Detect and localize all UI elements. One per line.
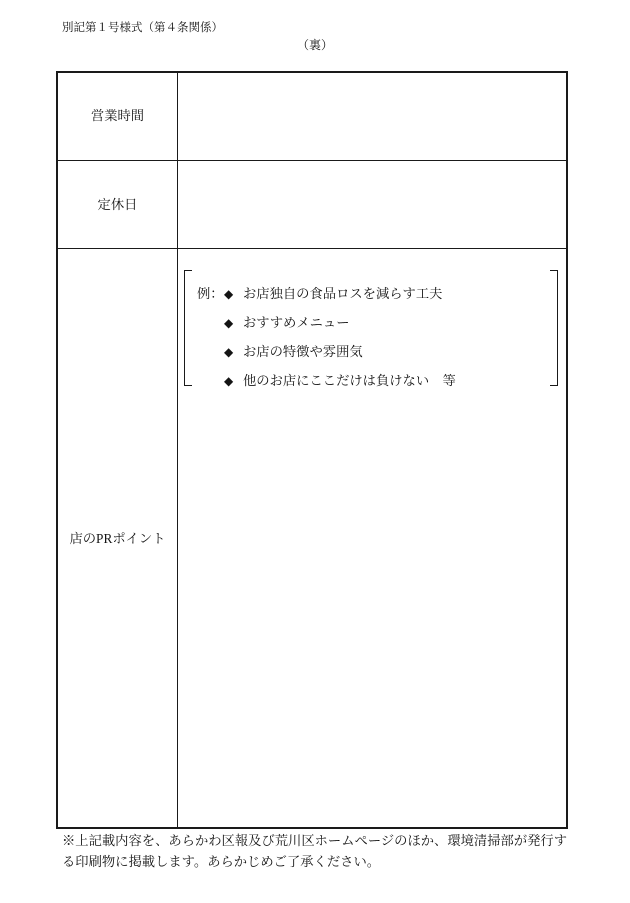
diamond-bullet-icon: ◆	[224, 344, 234, 359]
regular-holiday-label: 定休日	[97, 196, 138, 212]
example-list-item	[197, 279, 456, 308]
page-side-label: （裏）	[296, 38, 333, 52]
example-text: お店の特徴や雰囲気	[243, 343, 363, 359]
example-prefix: 例：	[197, 285, 224, 301]
form-identifier: 別記第１号様式（第４条関係）	[62, 22, 223, 34]
example-list-item	[197, 366, 456, 395]
footnote	[62, 830, 567, 872]
diamond-bullet-icon: ◆	[224, 373, 234, 388]
example-text: おすすめメニュー	[243, 314, 350, 330]
footnote-line: る印刷物に掲載します。あらかじめご了承ください。	[62, 854, 381, 869]
example-text: 他のお店にここだけは負けない 等	[243, 372, 456, 388]
right-bracket	[550, 270, 558, 386]
pr-point-label: 店のPRポイント	[69, 530, 166, 546]
left-bracket	[184, 270, 192, 386]
pr-point-field	[178, 249, 566, 828]
business-hours-label: 営業時間	[90, 108, 145, 123]
example-list-item	[197, 308, 456, 337]
example-list-item	[197, 337, 456, 366]
diamond-bullet-icon: ◆	[224, 286, 234, 301]
business-hours-field	[178, 72, 566, 160]
example-list	[197, 279, 456, 395]
regular-holiday-field	[178, 161, 566, 248]
footnote-line: ※上記載内容を、あらかわ区報及び荒川区ホームページのほか、環境清掃部が発行す	[62, 833, 568, 848]
example-text: お店独自の食品ロスを減らす工夫	[243, 285, 443, 301]
diamond-bullet-icon: ◆	[224, 315, 234, 330]
